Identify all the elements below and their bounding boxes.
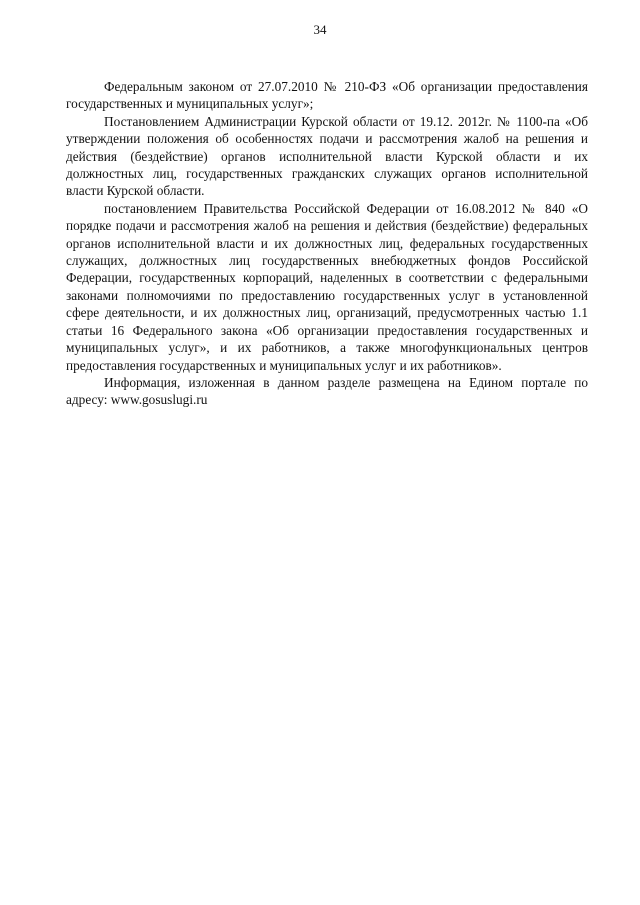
paragraph-portal-info: Информация, изложенная в данном разделе размещена на Едином портале по адресу: www.gosuslugi.ru	[66, 374, 588, 408]
paragraph-federal-law-210: Федеральным законом от 27.07.2010 № 210-ФЗ «Об организации предоставления государственных и муниципальных услуг»;	[66, 79, 588, 112]
document-body	[66, 78, 588, 409]
paragraph-kursk-resolution-1100: Постановлением Администрации Курской области от 19.12. 2012г. № 1100-па «Об утверждении положения об особенностях подачи и рассмотрения жалоб на решения и действия (бездействие) органов исполнительной власти Курской области и их должностных лиц, государственных гражданских служащих органов исполнительной власти Курской области.	[66, 113, 588, 199]
page-number: 34	[313, 22, 327, 37]
paragraph-government-resolution-840: постановлением Правительства Российской Федерации от 16.08.2012 № 840 «О порядке подачи и рассмотрения жалоб на решения и действия (бездействие) федеральных органов исполнительной власти и их должностных лиц, федеральных государственных служащих, должностных лиц государственных внебюджетных фондов Российской Федерации, государственных корпораций, наделенных в соответствии с федеральными законами полномочиями по предоставлению государственных услуг в установленной сфере деятельности, и их должностных лиц, организаций, предусмотренных частью 1.1 статьи 16 Федерального закона «Об организации предоставления государственных и муниципальных услуг», и их работников, а также многофункциональных центров предоставления государственных и муниципальных услуг и их работников».	[66, 200, 588, 373]
